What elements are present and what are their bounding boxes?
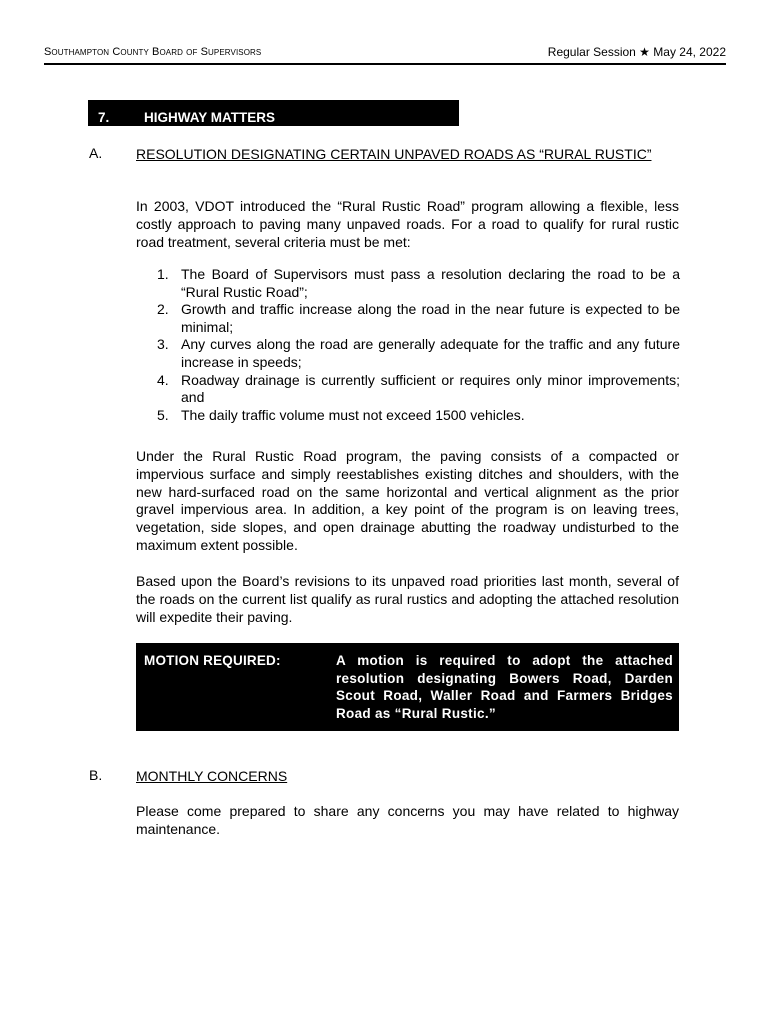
section-heading-bar <box>88 100 459 126</box>
list-item <box>157 301 680 336</box>
motion-text: A motion is required to adopt the attached resolution designating Bowers Road, Darden Scout Road, Waller Road and Farmers Bridges Road as “Rural Rustic.” <box>336 653 673 721</box>
list-item-number: 2. <box>157 301 169 318</box>
motion-required-box <box>136 643 679 731</box>
board-revisions-paragraph: Based upon the Board’s revisions to its unpaved road priorities last month, several of the roads on the current list qualify as rural rustics and adopting the attached resolution will expedite their paving. <box>136 573 679 625</box>
item-a-title: RESOLUTION DESIGNATING CERTAIN UNPAVED ROADS AS “RURAL RUSTIC” <box>136 146 652 162</box>
list-item-number: 4. <box>157 371 169 388</box>
list-item-text: Roadway drainage is currently sufficient or requires only minor improvements; and <box>181 371 680 406</box>
list-item-text: Any curves along the road are generally adequate for the traffic and any future increase in speeds; <box>181 336 680 370</box>
list-item <box>157 266 680 301</box>
motion-label: MOTION REQUIRED: <box>144 653 281 668</box>
criteria-list <box>157 266 680 424</box>
header-session-date: Regular Session ★ May 24, 2022 <box>547 45 726 59</box>
list-item-number: 5. <box>157 406 169 423</box>
section-number: 7. <box>98 110 110 125</box>
list-item-number: 1. <box>157 266 169 282</box>
section-title: HIGHWAY MATTERS <box>144 110 276 125</box>
list-item <box>157 336 680 371</box>
item-a-letter: A. <box>89 145 103 161</box>
program-description-paragraph: Under the Rural Rustic Road program, the paving consists of a compacted or impervious surface and simply reestablishes existing ditches and shoulders, with the new hard-surfaced road on the same horizontal and vertical alignment as the prior gravel impervious area. In addition, a key point of the program is on leaving trees, vegetation, side slopes, and open drainage abutting the roadway undisturbed to the maximum extent possible. <box>136 448 679 553</box>
header-organization: Southampton County Board of Supervisors <box>44 46 262 58</box>
item-a-intro-paragraph: In 2003, VDOT introduced the “Rural Rustic Road” program allowing a flexible, less costly approach to paving many unpaved roads. For a road to qualify for rural rustic road treatment, several criteria must be met: <box>136 198 679 250</box>
item-b-title: MONTHLY CONCERNS <box>136 768 288 784</box>
list-item-text: The Board of Supervisors must pass a resolution declaring the road to be a “Rural Rustic Road”; <box>181 266 680 300</box>
list-item-number: 3. <box>157 336 169 353</box>
list-item-text: Growth and traffic increase along the road in the near future is expected to be minimal; <box>181 301 680 335</box>
list-item-text: The daily traffic volume must not exceed 1500 vehicles. <box>181 406 525 423</box>
item-b-letter: B. <box>89 767 103 783</box>
page-header <box>44 45 726 65</box>
item-b-paragraph: Please come prepared to share any concerns you may have related to highway maintenance. <box>136 803 679 837</box>
list-item <box>157 407 680 425</box>
list-item <box>157 372 680 407</box>
